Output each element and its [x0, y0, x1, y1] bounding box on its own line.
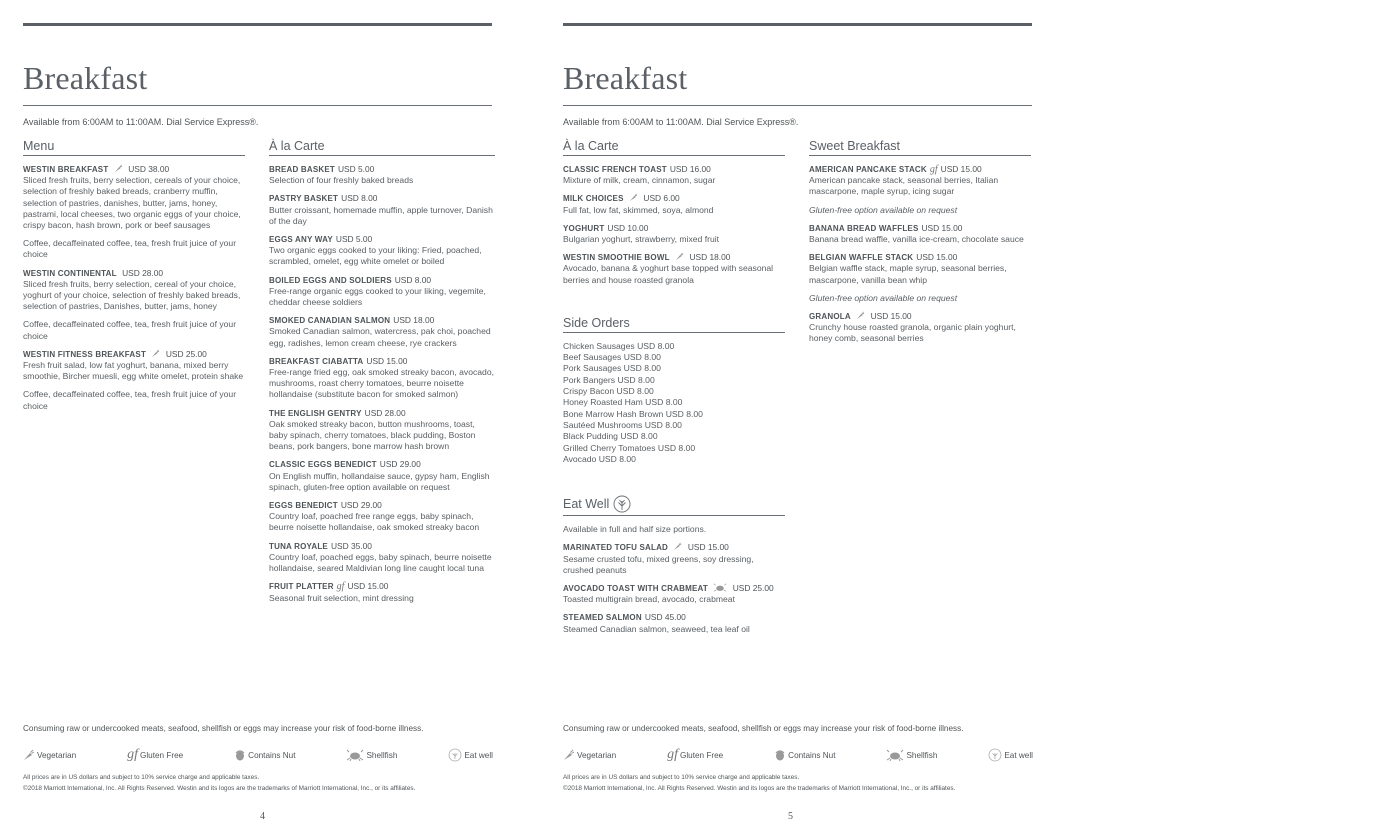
item-price: USD 45.00	[644, 612, 686, 623]
dietary-legend	[563, 747, 1033, 763]
list-item: Chicken Sausages USD 8.00	[563, 340, 675, 351]
legend-label: Vegetarian	[37, 750, 77, 760]
legend-eat-well	[988, 747, 1033, 763]
section-heading-alacarte: À la Carte	[269, 139, 495, 156]
copyright: ©2018 Marriott International, Inc. All Rights Reserved. Westin and its logos are the trademarks of Marriott International, Inc., or its affiliates.	[563, 785, 956, 792]
item-description: Free-range fried egg, oak smoked streaky bacon, avocado, mushrooms, roast cherry tomatoes, beurre noisette hollandaise (substitute bacon for smoked salmon)	[269, 367, 494, 400]
food-warning: Consuming raw or undercooked meats, seafood, shellfish or eggs may increase your risk of food-borne illness.	[563, 724, 964, 733]
item-description: Country loaf, poached eggs, baby spinach, beurre noisette hollandaise, seared Maldivian long line caught local tuna	[269, 551, 492, 574]
item-price: USD 5.00	[335, 234, 373, 245]
prices-note: All prices are in US dollars and subject to 10% service charge and applicable taxes.	[23, 774, 260, 781]
gf-text-icon: gf	[127, 747, 138, 762]
item-description: Two organic eggs cooked to your liking: Fried, poached, scrambled, omelet, egg white omelet or boiled	[269, 245, 482, 267]
item-description: Sliced fresh fruits, berry selection, cereals of your choice, selection of freshly baked breads, cranberry muffin, selection of pastries, danishes, butter, jams, honey, pastrami, local cheeses, two organic eggs of your choice, crispy bacon, hash brown, pork or beef sausages	[23, 175, 241, 231]
legend-vegetarian	[563, 747, 616, 763]
legend-gluten-free	[127, 747, 183, 763]
item-note: Coffee, decaffeinated coffee, tea, fresh fruit juice of your choice	[23, 319, 237, 341]
menu-item	[563, 612, 785, 634]
leaf-icon	[613, 495, 631, 513]
menu-item	[563, 583, 785, 605]
list-item: Pork Bangers USD 8.00	[563, 374, 655, 385]
copyright: ©2018 Marriott International, Inc. All Rights Reserved. Westin and its logos are the trademarks of Marriott International, Inc., or its affiliates.	[23, 785, 416, 792]
item-description: Fresh fruit salad, low fat yoghurt, banana, mixed berry smoothie, Bircher muesli, egg white omelet, protein shake	[23, 360, 244, 382]
legend-label: Shellfish	[366, 750, 398, 760]
legend-vegetarian	[23, 747, 76, 763]
menu-item	[23, 164, 245, 231]
item-price: USD 15.00	[347, 581, 389, 592]
list-item: Crispy Bacon USD 8.00	[563, 386, 654, 397]
item-description: Seasonal fruit selection, mint dressing	[269, 592, 414, 603]
menu-item	[563, 193, 785, 215]
item-price: USD 15.00	[366, 355, 408, 366]
item-price: USD 15.00	[870, 311, 912, 322]
legend-shellfish	[346, 747, 397, 763]
gluten-free-icon: gf	[336, 581, 345, 593]
page-number: 4	[260, 811, 265, 822]
leaf-icon	[988, 748, 1002, 762]
item-price: USD 28.00	[122, 267, 164, 278]
menu-column	[23, 139, 245, 419]
section-heading-alacarte: À la Carte	[563, 139, 785, 156]
title-rule	[563, 105, 1032, 106]
list-item: Avocado USD 8.00	[563, 453, 636, 464]
legend-nut	[234, 747, 295, 763]
item-price: USD 29.00	[379, 459, 421, 470]
item-name: STEAMED SALMON	[563, 613, 642, 623]
item-description: Sliced fresh fruits, berry selection, cereal of your choice, yoghurt of your choice, selection of freshly baked breads, selection of pastries, Danishes, butter, jams, honey	[23, 278, 241, 312]
legend-nut	[774, 747, 835, 763]
item-price: USD 29.00	[340, 500, 382, 511]
page-title: Breakfast	[563, 60, 688, 96]
item-name: THE ENGLISH GENTRY	[269, 408, 362, 418]
availability-text: Available from 6:00AM to 11:00AM. Dial Service Express®.	[23, 117, 259, 127]
legend-shellfish	[886, 747, 937, 763]
item-description: American pancake stack, seasonal berries, Italian mascarpone, maple syrup, icing sugar	[809, 175, 999, 197]
section-heading-sweet: Sweet Breakfast	[809, 139, 1031, 156]
legend-label: Shellfish	[906, 750, 938, 760]
menu-item	[809, 311, 1031, 345]
menu-item	[23, 268, 245, 313]
item-note: Gluten-free option available on request	[809, 204, 958, 215]
item-name: BOILED EGGS AND SOLDIERS	[269, 275, 392, 285]
menu-item	[563, 223, 785, 245]
item-price: USD 16.00	[669, 164, 711, 174]
item-description: Sesame crusted tofu, mixed greens, soy dressing, crushed peanuts	[563, 553, 754, 575]
item-description: Butter croissant, homemade muffin, apple turnover, Danish of the day	[269, 204, 493, 226]
item-name: EGGS BENEDICT	[269, 501, 338, 511]
item-description: Selection of four freshly baked breads	[269, 175, 414, 186]
legend-label: Vegetarian	[577, 750, 617, 760]
menu-item	[269, 500, 495, 534]
item-price: USD 10.00	[607, 222, 649, 233]
legend-label: Gluten Free	[679, 750, 724, 760]
carrot-icon	[673, 542, 682, 553]
item-name: AMERICAN PANCAKE STACK	[809, 165, 927, 174]
item-price: USD 38.00	[128, 164, 170, 174]
section-heading-side-orders: Side Orders	[563, 316, 785, 333]
item-price: USD 8.00	[394, 274, 432, 285]
side-orders-list	[563, 341, 785, 465]
list-item: Bone Marrow Hash Brown USD 8.00	[563, 408, 703, 419]
carrot-icon	[563, 749, 575, 761]
page-number: 5	[788, 811, 793, 822]
legend-label: Contains Nut	[248, 750, 296, 760]
item-name: BREAKFAST CIABATTA	[269, 356, 364, 366]
item-note: Gluten-free option available on request	[809, 292, 958, 303]
menu-item	[809, 223, 1031, 245]
item-price: USD 18.00	[393, 315, 435, 326]
availability-text: Available from 6:00AM to 11:00AM. Dial Service Express®.	[563, 117, 799, 127]
item-description: Mixture of milk, cream, cinnamon, sugar	[563, 175, 716, 186]
menu-item	[269, 356, 495, 401]
item-name: CLASSIC EGGS BENEDICT	[269, 460, 377, 470]
legend-label: Eat well	[464, 750, 493, 760]
menu-item	[269, 459, 495, 493]
item-description: Oak smoked streaky bacon, button mushrooms, toast, baby spinach, cherry tomatoes, black pudding, Boston beans, pork bangers, bone marrow hash brown	[269, 418, 476, 452]
menu-item	[809, 164, 1031, 198]
section-heading-eat-well: Eat Well	[563, 495, 785, 516]
item-description: Avocado, banana & yoghurt base topped with seasonal berries and house roasted granola	[563, 263, 774, 285]
item-name: CLASSIC FRENCH TOAST	[563, 165, 667, 174]
dietary-legend	[23, 747, 493, 763]
carrot-icon	[151, 349, 160, 360]
item-note: Coffee, decaffeinated coffee, tea, fresh fruit juice of your choice	[23, 238, 237, 260]
gf-text-icon: gf	[667, 747, 678, 762]
item-price: USD 5.00	[337, 164, 375, 174]
list-item: Sautéed Mushrooms USD 8.00	[563, 419, 682, 430]
page-title: Breakfast	[23, 60, 148, 96]
menu-item	[269, 234, 495, 268]
food-warning: Consuming raw or undercooked meats, seafood, shellfish or eggs may increase your risk of food-borne illness.	[23, 724, 424, 733]
leaf-icon	[448, 748, 462, 762]
item-price: USD 25.00	[165, 348, 207, 359]
alacarte-column	[563, 139, 785, 642]
menu-item	[269, 275, 495, 309]
item-price: USD 18.00	[689, 252, 731, 263]
top-rule	[23, 23, 492, 26]
carrot-icon	[114, 164, 123, 175]
item-name: AVOCADO TOAST WITH CRABMEAT	[563, 583, 708, 593]
item-description: Smoked Canadian salmon, watercress, pak choi, poached egg, radishes, lemon cream cheese, rye crackers	[269, 326, 491, 348]
menu-item	[809, 252, 1031, 286]
list-item: Grilled Cherry Tomatoes USD 8.00	[563, 442, 696, 453]
list-item: Pork Sausages USD 8.00	[563, 363, 661, 374]
item-description: Full fat, low fat, skimmed, soya, almond	[563, 204, 714, 215]
item-name: FRUIT PLATTER	[269, 582, 334, 592]
crab-icon	[346, 749, 364, 761]
alacarte-column	[269, 139, 495, 611]
section-heading-menu: Menu	[23, 139, 245, 156]
gluten-free-icon: gf	[929, 164, 938, 175]
menu-item	[563, 164, 785, 186]
legend-label: Contains Nut	[788, 750, 836, 760]
carrot-icon	[675, 252, 684, 263]
menu-page-5	[563, 0, 1033, 840]
menu-item	[269, 541, 495, 575]
legend-gluten-free	[667, 747, 723, 763]
menu-item	[269, 164, 495, 186]
item-description: Country loaf, poached free range eggs, baby spinach, beurre noisette hollandaise, oak smoked streaky bacon	[269, 511, 480, 533]
menu-item	[563, 252, 785, 286]
top-rule	[563, 23, 1032, 26]
item-price: USD 8.00	[341, 193, 378, 204]
nut-icon	[774, 749, 786, 761]
menu-page-4	[23, 0, 493, 840]
item-note: Coffee, decaffeinated coffee, tea, fresh fruit juice of your choice	[23, 389, 237, 411]
menu-item	[269, 581, 495, 603]
item-name: WESTIN CONTINENTAL	[23, 268, 117, 278]
item-name: EGGS ANY WAY	[269, 235, 333, 245]
item-name: SMOKED CANADIAN SALMON	[269, 316, 391, 326]
item-name: WESTIN BREAKFAST	[23, 165, 109, 174]
carrot-icon	[23, 749, 35, 761]
carrot-icon	[856, 311, 865, 322]
prices-note: All prices are in US dollars and subject to 10% service charge and applicable taxes.	[563, 774, 800, 781]
crab-icon	[886, 749, 904, 761]
item-price: USD 15.00	[921, 222, 963, 233]
item-name: YOGHURT	[563, 223, 605, 233]
sweet-breakfast-column	[809, 139, 1031, 352]
legend-label: Eat well	[1004, 750, 1033, 760]
item-name: BANANA BREAD WAFFLES	[809, 223, 919, 233]
list-item: Honey Roasted Ham USD 8.00	[563, 397, 683, 408]
item-name: MARINATED TOFU SALAD	[563, 543, 669, 553]
item-price: USD 15.00	[687, 542, 729, 553]
item-price: USD 25.00	[732, 582, 774, 593]
menu-item	[269, 193, 495, 227]
menu-item	[23, 349, 245, 383]
item-description: Bulgarian yoghurt, strawberry, mixed fruit	[563, 234, 720, 245]
item-name: TUNA ROYALE	[269, 541, 328, 551]
menu-item	[269, 408, 495, 453]
legend-eat-well	[448, 747, 493, 763]
item-price: USD 28.00	[364, 407, 406, 418]
item-name: BELGIAN WAFFLE STACK	[809, 253, 914, 263]
title-rule	[23, 105, 492, 106]
item-price: USD 6.00	[643, 193, 680, 204]
item-price: USD 35.00	[330, 540, 372, 551]
item-description: Free-range organic eggs cooked to your liking, vegemite, cheddar cheese soldiers	[269, 285, 486, 308]
crab-icon	[713, 583, 727, 594]
item-description: On English muffin, hollandaise sauce, gypsy ham, English spinach, gluten-free option available on request	[269, 470, 490, 492]
nut-icon	[234, 749, 246, 761]
item-name: PASTRY BASKET	[269, 194, 339, 204]
item-name: GRANOLA	[809, 312, 851, 322]
item-name: MILK CHOICES	[563, 194, 624, 204]
item-description: Crunchy house roasted granola, organic plain yoghurt, honey comb, seasonal berries	[809, 322, 1016, 344]
item-name: WESTIN SMOOTHIE BOWL	[563, 253, 670, 263]
carrot-icon	[629, 193, 638, 204]
eat-well-subtitle: Available in full and half size portions.	[563, 524, 707, 535]
list-item: Black Pudding USD 8.00	[563, 431, 658, 442]
list-item: Beef Sausages USD 8.00	[563, 352, 661, 363]
item-price: USD 15.00	[940, 164, 982, 174]
legend-label: Gluten Free	[139, 750, 184, 760]
menu-item	[563, 542, 785, 576]
menu-item	[269, 315, 495, 349]
item-name: WESTIN FITNESS BREAKFAST	[23, 349, 147, 359]
item-description: Banana bread waffle, vanilla ice-cream, chocolate sauce	[809, 234, 1024, 245]
item-description: Steamed Canadian salmon, seaweed, tea leaf oil	[563, 623, 750, 634]
item-description: Toasted multigrain bread, avocado, crabmeat	[563, 594, 735, 605]
item-name: BREAD BASKET	[269, 165, 335, 174]
item-price: USD 15.00	[916, 252, 958, 263]
item-description: Belgian waffle stack, maple syrup, seasonal berries, mascarpone, vanilla bean whip	[809, 263, 1007, 285]
